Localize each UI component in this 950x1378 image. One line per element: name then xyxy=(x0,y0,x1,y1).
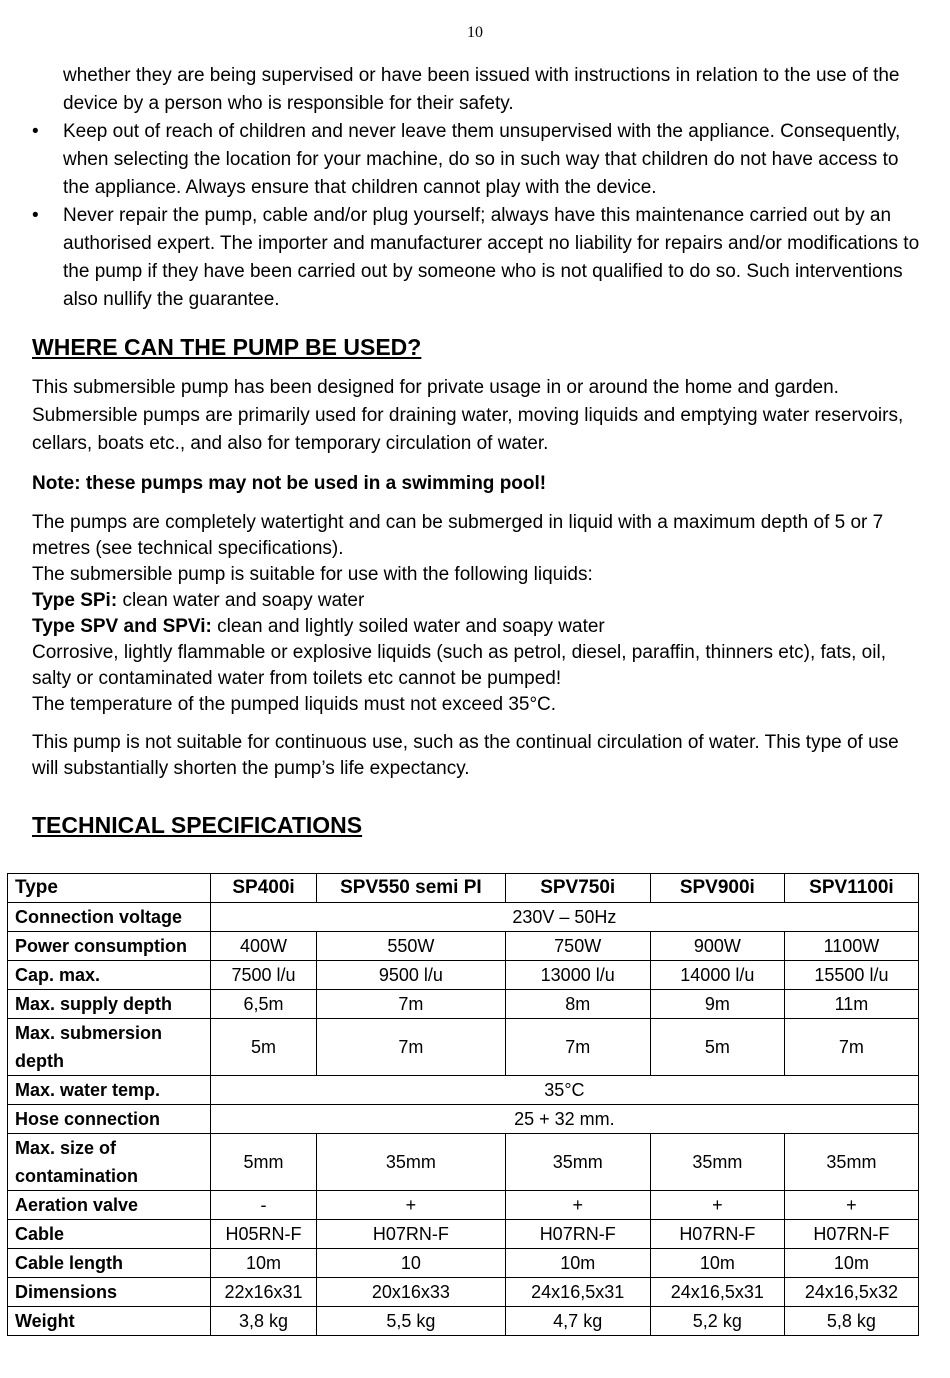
type-spv-label: Type SPV and SPVi: xyxy=(32,616,212,637)
row-label: Cable xyxy=(8,1220,211,1249)
type-spv-line xyxy=(32,614,922,640)
table-header-row xyxy=(8,874,919,903)
row-label: Hose connection xyxy=(8,1105,211,1134)
table-cell: 4,7 kg xyxy=(505,1307,650,1336)
table-cell: 24x16,5x31 xyxy=(650,1278,784,1307)
table-cell: 5,5 kg xyxy=(317,1307,505,1336)
row-label: Max. size of contamination xyxy=(8,1134,211,1191)
row-label: Power consumption xyxy=(8,932,211,961)
table-cell: 10 xyxy=(317,1249,505,1278)
table-cell: 10m xyxy=(210,1249,316,1278)
row-label: Cable length xyxy=(8,1249,211,1278)
table-cell: 25 + 32 mm. xyxy=(210,1105,918,1134)
column-header: SPV900i xyxy=(650,874,784,903)
table-cell: 20x16x33 xyxy=(317,1278,505,1307)
table-cell: 7m xyxy=(317,990,505,1019)
table-cell: 35mm xyxy=(650,1134,784,1191)
corrosive-warning: Corrosive, lightly flammable or explosive liquids (such as petrol, diesel, paraffin, thinners etc), fats, oil, salty or contaminated water from toilets etc cannot be pumped! xyxy=(32,642,886,689)
table-row xyxy=(8,1249,919,1278)
table-cell: 5mm xyxy=(210,1134,316,1191)
table-cell: + xyxy=(505,1191,650,1220)
column-header: SPV1100i xyxy=(784,874,918,903)
table-cell: 7m xyxy=(317,1019,505,1076)
table-row xyxy=(8,1019,919,1076)
table-cell: 7500 l/u xyxy=(210,961,316,990)
table-cell: 7m xyxy=(784,1019,918,1076)
table-cell: 3,8 kg xyxy=(210,1307,316,1336)
table-cell: 22x16x31 xyxy=(210,1278,316,1307)
row-label: Cap. max. xyxy=(8,961,211,990)
table-cell: 5m xyxy=(650,1019,784,1076)
table-cell: 14000 l/u xyxy=(650,961,784,990)
table-cell: 10m xyxy=(784,1249,918,1278)
table-row xyxy=(8,1307,919,1336)
table-cell: 230V – 50Hz xyxy=(210,903,918,932)
type-spi-label: Type SPi: xyxy=(32,590,118,611)
table-cell: 8m xyxy=(505,990,650,1019)
watertight-text: The pumps are completely watertight and can be submerged in liquid with a maximum depth of 5 or 7 metres (see technical specifications). xyxy=(32,512,884,559)
table-cell: 6,5m xyxy=(210,990,316,1019)
row-label: Connection voltage xyxy=(8,903,211,932)
table-cell: 750W xyxy=(505,932,650,961)
table-cell: 35°C xyxy=(210,1076,918,1105)
table-row xyxy=(8,990,919,1019)
table-cell: + xyxy=(317,1191,505,1220)
type-spv-text: clean and lightly soiled water and soapy water xyxy=(211,616,605,637)
bullet-item: • Never repair the pump, cable and/or plug yourself; always have this maintenance carried out by an authorised expert. The importer and manufacturer accept no liability for repairs and/or modifications to the pump if they have been carried out by someone who is not qualified to do so. Such interventions also nullify the guarantee. xyxy=(32,202,922,314)
table-row xyxy=(8,1134,919,1191)
table-cell: 13000 l/u xyxy=(505,961,650,990)
table-row xyxy=(8,1220,919,1249)
intro-continuation: whether they are being supervised or have been issued with instructions in relation to the use of the device by a person who is responsible for their safety. xyxy=(63,65,900,114)
table-row xyxy=(8,961,919,990)
table-cell: H07RN-F xyxy=(650,1220,784,1249)
table-cell: 24x16,5x31 xyxy=(505,1278,650,1307)
row-label: Max. water temp. xyxy=(8,1076,211,1105)
table-cell: 35mm xyxy=(505,1134,650,1191)
column-header: Type xyxy=(8,874,211,903)
column-header: SPV750i xyxy=(505,874,650,903)
table-cell: 900W xyxy=(650,932,784,961)
table-cell: 24x16,5x32 xyxy=(784,1278,918,1307)
table-cell: 9m xyxy=(650,990,784,1019)
row-label: Aeration valve xyxy=(8,1191,211,1220)
section-title-usage: WHERE CAN THE PUMP BE USED? xyxy=(32,334,422,360)
specifications-table xyxy=(7,873,919,1336)
table-row xyxy=(8,932,919,961)
row-label: Dimensions xyxy=(8,1278,211,1307)
table-cell: 9500 l/u xyxy=(317,961,505,990)
table-cell: 5,2 kg xyxy=(650,1307,784,1336)
table-cell: 10m xyxy=(505,1249,650,1278)
temperature-text: The temperature of the pumped liquids must not exceed 35°C. xyxy=(32,694,557,715)
row-label: Max. supply depth xyxy=(8,990,211,1019)
suitable-text: The submersible pump is suitable for use with the following liquids: xyxy=(32,564,593,585)
safety-bullet-list xyxy=(32,118,922,314)
table-cell: 550W xyxy=(317,932,505,961)
table-cell: 35mm xyxy=(317,1134,505,1191)
table-cell: 1100W xyxy=(784,932,918,961)
table-cell: 35mm xyxy=(784,1134,918,1191)
usage-note: Note: these pumps may not be used in a swimming pool! xyxy=(32,473,547,494)
table-cell: H05RN-F xyxy=(210,1220,316,1249)
table-cell: 5,8 kg xyxy=(784,1307,918,1336)
table-row xyxy=(8,903,919,932)
table-cell: + xyxy=(784,1191,918,1220)
page-number: 10 xyxy=(467,24,483,41)
table-cell: 15500 l/u xyxy=(784,961,918,990)
table-cell: H07RN-F xyxy=(505,1220,650,1249)
table-cell: 10m xyxy=(650,1249,784,1278)
table-row xyxy=(8,1105,919,1134)
column-header: SP400i xyxy=(210,874,316,903)
liquid-info-block xyxy=(32,510,922,718)
table-cell: H07RN-F xyxy=(784,1220,918,1249)
table-cell: - xyxy=(210,1191,316,1220)
table-row xyxy=(8,1191,919,1220)
column-header: SPV550 semi PI xyxy=(317,874,505,903)
table-cell: + xyxy=(650,1191,784,1220)
section-title-specs: TECHNICAL SPECIFICATIONS xyxy=(32,812,363,838)
usage-intro: This submersible pump has been designed for private usage in or around the home and garden. Submersible pumps are primarily used for draining water, moving liquids and emptying water reservoirs, cellars, boats etc., and also for temporary circulation of water. xyxy=(32,377,904,454)
table-cell: 11m xyxy=(784,990,918,1019)
continuous-use-text: This pump is not suitable for continuous use, such as the continual circulation of water. This type of use will substantially shorten the pump’s life expectancy. xyxy=(32,732,899,779)
row-label: Max. submersion depth xyxy=(8,1019,211,1076)
type-spi-text: clean water and soapy water xyxy=(117,590,365,611)
table-cell: 400W xyxy=(210,932,316,961)
table-row xyxy=(8,1278,919,1307)
row-label: Weight xyxy=(8,1307,211,1336)
table-cell: 5m xyxy=(210,1019,316,1076)
bullet-item: • Keep out of reach of children and never leave them unsupervised with the appliance. Consequently, when selecting the location for your machine, do so in such way that children do not have access to the appliance. Always ensure that children cannot play with the device. xyxy=(32,118,922,202)
table-cell: 7m xyxy=(505,1019,650,1076)
table-row xyxy=(8,1076,919,1105)
type-spi-line xyxy=(32,588,922,614)
table-cell: H07RN-F xyxy=(317,1220,505,1249)
page-content xyxy=(32,62,922,840)
